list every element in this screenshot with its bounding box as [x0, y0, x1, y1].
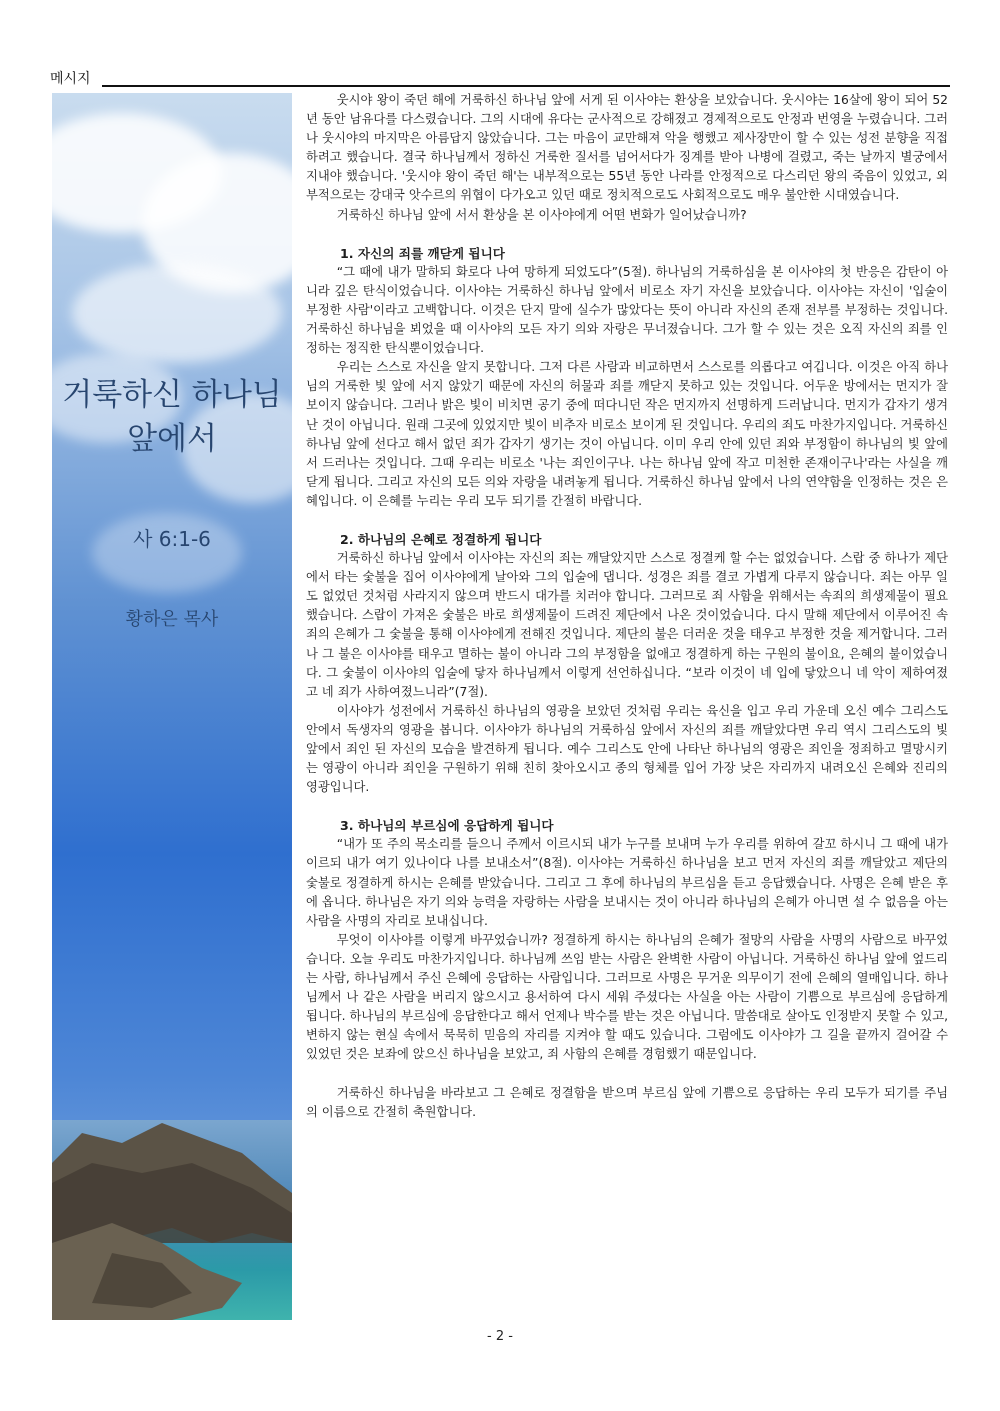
section-heading-2: 2. 하나님의 은혜로 정결하게 됩니다 [340, 531, 542, 547]
section-3-paragraph: “내가 또 주의 목소리를 들으니 주께서 이르시되 내가 누구를 보내며 누가 우리를 위하여 갈꼬 하시니 그 때에 내가 이르되 내가 여기 있나이다 나를 보내소서”(8절). 이사야는 거룩하신 하나님을 보고 먼저 자신의 죄를 깨달았고 제단의 숯불로 정결하게 하시는 은혜를 받았습니다. 그리고 그 후에 하나님의 부르심을 듣고 응답했습니다. 사명은 은혜 받은 후에 옵니다. 하나님은 자기 의와 능력을 자랑하는 사람을 보내시는 것이 아니라 하나님의 은혜가 아니면 설 수 없음을 아는 사람을 사명의 자리로 보내십니다. [306, 837, 948, 928]
closing-paragraph: 거룩하신 하나님을 바라보고 그 은혜로 정결함을 받으며 부르심 앞에 기쁨으로 응답하는 우리 모두가 되기를 주님의 이름으로 간절히 축원합니다. [306, 1085, 948, 1119]
page-number: - 2 - [487, 1329, 513, 1344]
section-heading-1: 1. 자신의 죄를 깨닫게 됩니다 [340, 245, 505, 261]
sermon-title [52, 373, 292, 461]
sermon-title-line2: 앞에서 [127, 421, 217, 457]
section-2-paragraph: 거룩하신 하나님 앞에서 이사야는 자신의 죄는 깨달았지만 스스로 정결케 할 수는 없었습니다. 스랍 중 하나가 제단에서 타는 숯불을 집어 이사야에게 날아와 그의 입술에 댑니다. 성경은 죄를 결코 가볍게 다루지 않습니다. 죄는 아무 일도 없었던 것처럼 사라지지 않으며 반드시 대가를 치러야 합니다. 그러므로 죄 사함을 위해서는 속죄의 희생제물이 필요했습니다. 스랍이 가져온 숯불은 바로 희생제물이 드려진 제단에서 나온 것이었습니다. 다시 말해 제단에서 이루어진 속죄의 은혜가 그 숯불을 통해 이사야에게 전해진 것입니다. 제단의 불은 더러운 것을 태우고 부정한 것을 제거합니다. 그러나 그 불은 이사야를 태우고 멸하는 불이 아니라 그의 부정함을 없애고 정결하게 하는 구원의 불이요, 은혜의 불이었습니다. 그 숯불이 이사야의 입술에 닿자 하나님께서 이렇게 선언하십니다. “보라 이것이 네 입에 닿았으니 네 악이 제하여졌고 네 죄가 사하여졌느니라”(7절). [306, 551, 948, 699]
section-heading-3: 3. 하나님의 부르심에 응답하게 됩니다 [340, 818, 554, 834]
sidebar-image-panel [52, 93, 292, 1320]
page-header [50, 70, 950, 92]
intro-question: 거룩하신 하나님 앞에 서서 환상을 본 이사야에게 어떤 변화가 일어났습니까? [336, 207, 747, 222]
section-3-paragraph: 무엇이 이사야를 이렇게 바꾸었습니까? 정결하게 하시는 하나님의 은혜가 절망의 사람을 사명의 사람으로 바꾸었습니다. 오늘 우리도 마찬가지입니다. 하나님께 쓰임 받는 사람은 완벽한 사람이 아닙니다. 거룩하신 하나님 앞에 엎드리는 사람, 하나님께서 주신 은혜에 응답하는 사람입니다. 그러므로 사명은 무거운 의무이기 전에 은혜의 열매입니다. 하나님께서 나 같은 사람을 버리지 않으시고 용서하여 다시 세워 주셨다는 사실을 아는 사람이 기쁨으로 부르심에 응답하게 됩니다. 하나님의 부르심에 응답한다고 해서 언제나 박수를 받는 것은 아닙니다. 말씀대로 살아도 인정받지 못할 수 있고, 변하지 않는 현실 속에서 묵묵히 믿음의 자리를 지켜야 할 때도 있습니다. 그럼에도 이사야가 그 길을 끝까지 걸어갈 수 있었던 것은 보좌에 앉으신 하나님을 보았고, 죄 사함의 은혜를 경험했기 때문입니다. [306, 932, 948, 1062]
scripture-reference: 사 6:1-6 [133, 527, 211, 551]
intro-paragraph: 웃시야 왕이 죽던 해에 거룩하신 하나님 앞에 서게 된 이사야는 환상을 보았습니다. 웃시야는 16살에 왕이 되어 52년 동안 남유다를 다스렸습니다. 그의 시대에 유다는 군사적으로 강해졌고 경제적으로도 안정과 번영을 누렸습니다. 그러나 웃시야의 마지막은 아름답지 않았습니다. 그는 마음이 교만해져 악을 행했고 제사장만이 할 수 있는 성전 분향을 직접 하려고 했습니다. 결국 하나님께서 정하신 거룩한 질서를 넘어서다가 징계를 받아 나병에 걸렸고, 죽는 날까지 별궁에서 지내야 했습니다. '웃시야 왕이 죽던 해'는 내부적으로는 55년 동안 나라를 안정적으로 다스리던 왕의 죽음이 있었고, 외부적으로는 강대국 앗수르의 위협이 다가오고 있던 때로 정치적으로도 사회적으로도 매우 불안한 시대였습니다. [306, 93, 948, 203]
section-1-paragraph: “그 때에 내가 말하되 화로다 나여 망하게 되었도다”(5절). 하나님의 거룩하심을 본 이사야의 첫 반응은 감탄이 아니라 깊은 탄식이었습니다. 이사야는 거룩하신 하나님 앞에서 비로소 자기 자신을 보았습니다. 이사야는 자신이 '입술이 부정한 사람'이라고 고백합니다. 이것은 단지 말에 실수가 많았다는 뜻이 아니라 자신의 존재 전부를 부정하는 것입니다. 거룩하신 하나님을 뵈었을 때 이사야의 모든 자기 의와 자랑은 무너졌습니다. 그가 할 수 있는 것은 오직 자신의 죄를 인정하는 정직한 탄식뿐이었습니다. [306, 264, 948, 356]
section-1-paragraph: 우리는 스스로 자신을 알지 못합니다. 그저 다른 사람과 비교하면서 스스로를 의롭다고 여깁니다. 이것은 아직 하나님의 거룩한 빛 앞에 서지 않았기 때문에 자신의 허물과 죄를 깨닫지 못하고 있는 것입니다. 어두운 방에서는 먼지가 잘 보이지 않습니다. 그러나 밝은 빛이 비치면 공기 중에 떠다니던 작은 먼지까지 선명하게 드러납니다. 먼지가 갑자기 생겨난 것이 아닙니다. 원래 그곳에 있었지만 빛이 비추자 비로소 보이게 된 것입니다. 우리의 죄도 마찬가지입니다. 거룩하신 하나님 앞에 선다고 해서 없던 죄가 갑자기 생기는 것이 아닙니다. 이미 우리 안에 있던 죄와 부정함이 하나님의 빛 앞에서 드러나는 것입니다. 그때 우리는 비로소 '나는 죄인이구나. 나는 하나님 앞에 작고 미천한 존재이구나'라는 사실을 깨닫게 됩니다. 그리고 자신의 모든 의와 자랑을 내려놓게 됩니다. 거룩하신 하나님 앞에서 나의 연약함을 인정하는 것은 은혜입니다. 이 은혜를 누리는 우리 모두 되기를 간절히 바랍니다. [306, 360, 948, 508]
section-label: 메시지 [50, 71, 91, 87]
rock-illustration [52, 1093, 292, 1320]
section-2-paragraph: 이사야가 성전에서 거룩하신 하나님의 영광을 보았던 것처럼 우리는 육신을 입고 우리 가운데 오신 예수 그리스도 안에서 독생자의 영광을 봅니다. 이사야가 하나님의 거룩하심 앞에서 자신의 죄를 깨달았다면 우리 역시 그리스도의 빛 앞에서 죄인 된 자신의 모습을 발견하게 됩니다. 예수 그리스도 안에 나타난 하나님의 영광은 죄인을 정죄하고 멸망시키는 영광이 아니라 죄인을 구원하기 위해 친히 찾아오시고 종의 형체를 입어 가장 낮은 자리까지 내려오신 은혜와 진리의 영광입니다. [306, 703, 948, 795]
author-name: 황하은 목사 [125, 609, 219, 630]
header-divider [102, 85, 950, 87]
article-body [306, 91, 948, 1122]
sermon-title-line1: 거룩하신 하나님 [62, 377, 282, 413]
spacer [306, 1065, 948, 1084]
